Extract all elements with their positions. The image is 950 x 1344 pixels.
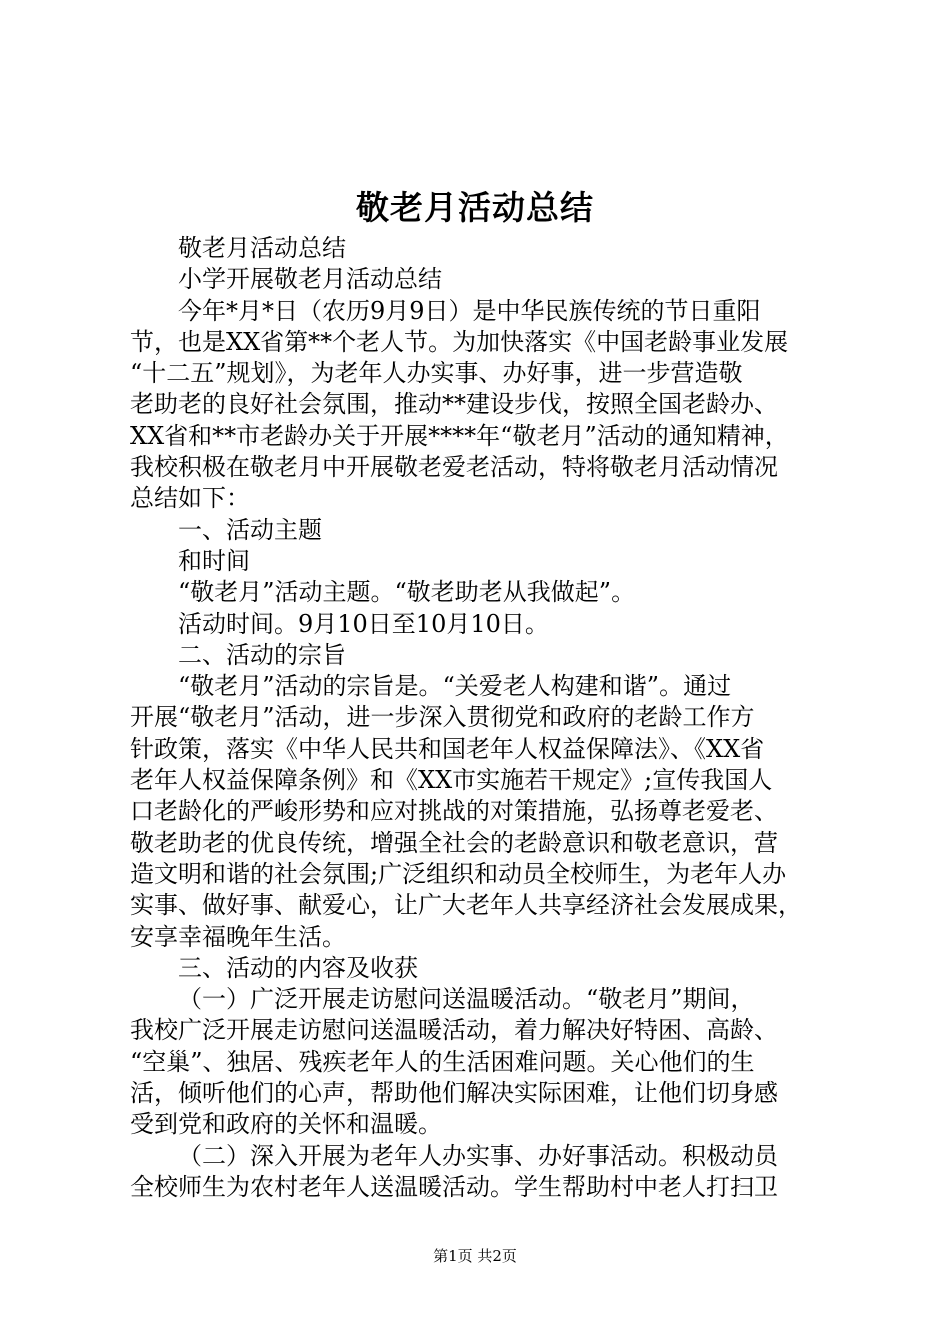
document-title: 敬老月活动总结 xyxy=(356,188,594,227)
body-line: “敬老月”活动主题。“敬老助老从我做起”。 xyxy=(178,578,636,607)
body-line: 开展“敬老月”活动，进一步深入贯彻党和政府的老龄工作方 xyxy=(130,703,755,732)
body-line: 小学开展敬老月活动总结 xyxy=(178,265,442,294)
body-line: “空巢”、独居、残疾老年人的生活困难问题。关心他们的生 xyxy=(130,1047,755,1076)
body-line: 和时间 xyxy=(178,546,250,575)
body-line: 实事、做好事、献爱心，让广大老年人共享经济社会发展成果， xyxy=(130,891,802,920)
body-line: 我校广泛开展走访慰问送温暖活动，着力解决好特困、高龄、 xyxy=(130,1016,778,1045)
body-line: 我校积极在敬老月中开展敬老爱老活动，特将敬老月活动情况 xyxy=(130,453,778,482)
body-line: 针政策，落实《中华人民共和国老年人权益保障法》、《XX省 xyxy=(130,734,765,763)
body-line: 老年人权益保障条例》和《XX市实施若干规定》;宣传我国人 xyxy=(130,766,773,795)
body-line: 受到党和政府的关怀和温暖。 xyxy=(130,1110,442,1139)
body-line: 口老龄化的严峻形势和应对挑战的对策措施，弘扬尊老爱老、 xyxy=(130,797,778,826)
body-line: 一、活动主题 xyxy=(178,515,322,544)
page-number-footer: 第1页 共2页 xyxy=(433,1247,517,1265)
body-line: 全校师生为农村老年人送温暖活动。学生帮助村中老人打扫卫 xyxy=(130,1172,778,1201)
body-line: 活，倾听他们的心声，帮助他们解决实际困难，让他们切身感 xyxy=(130,1079,778,1108)
body-line: 敬老助老的优良传统，增强全社会的老龄意识和敬老意识，营 xyxy=(130,828,778,857)
body-line: 活动时间。9月10日至10月10日。 xyxy=(178,609,549,638)
body-line: （一）广泛开展走访慰问送温暖活动。“敬老月”期间， xyxy=(178,985,755,1014)
body-line: 节，也是XX省第**个老人节。为加快落实《中国老龄事业发展 xyxy=(130,327,789,356)
body-line: 敬老月活动总结 xyxy=(178,234,346,262)
body-line: XX省和**市老龄办关于开展****年“敬老月”活动的通知精神， xyxy=(130,421,789,450)
body-line: 三、活动的内容及收获 xyxy=(178,953,418,982)
document-body xyxy=(130,233,830,1203)
body-line: 造文明和谐的社会氛围;广泛组织和动员全校师生，为老年人办 xyxy=(130,859,787,888)
body-line: 二、活动的宗旨 xyxy=(178,640,346,669)
body-line: （二）深入开展为老年人办实事、办好事活动。积极动员 xyxy=(178,1141,778,1170)
body-line: “十二五”规划》，为老年人办实事、办好事，进一步营造敬 xyxy=(130,359,743,388)
body-line: “敬老月”活动的宗旨是。“关爱老人构建和谐”。通过 xyxy=(178,672,732,701)
body-line: 安享幸福晚年生活。 xyxy=(130,922,346,951)
body-line: 今年*月*日（农历9月9日）是中华民族传统的节日重阳 xyxy=(178,296,761,325)
body-line: 总结如下： xyxy=(130,484,250,513)
body-line: 老助老的良好社会氛围，推动**建设步伐，按照全国老龄办、 xyxy=(130,390,778,419)
